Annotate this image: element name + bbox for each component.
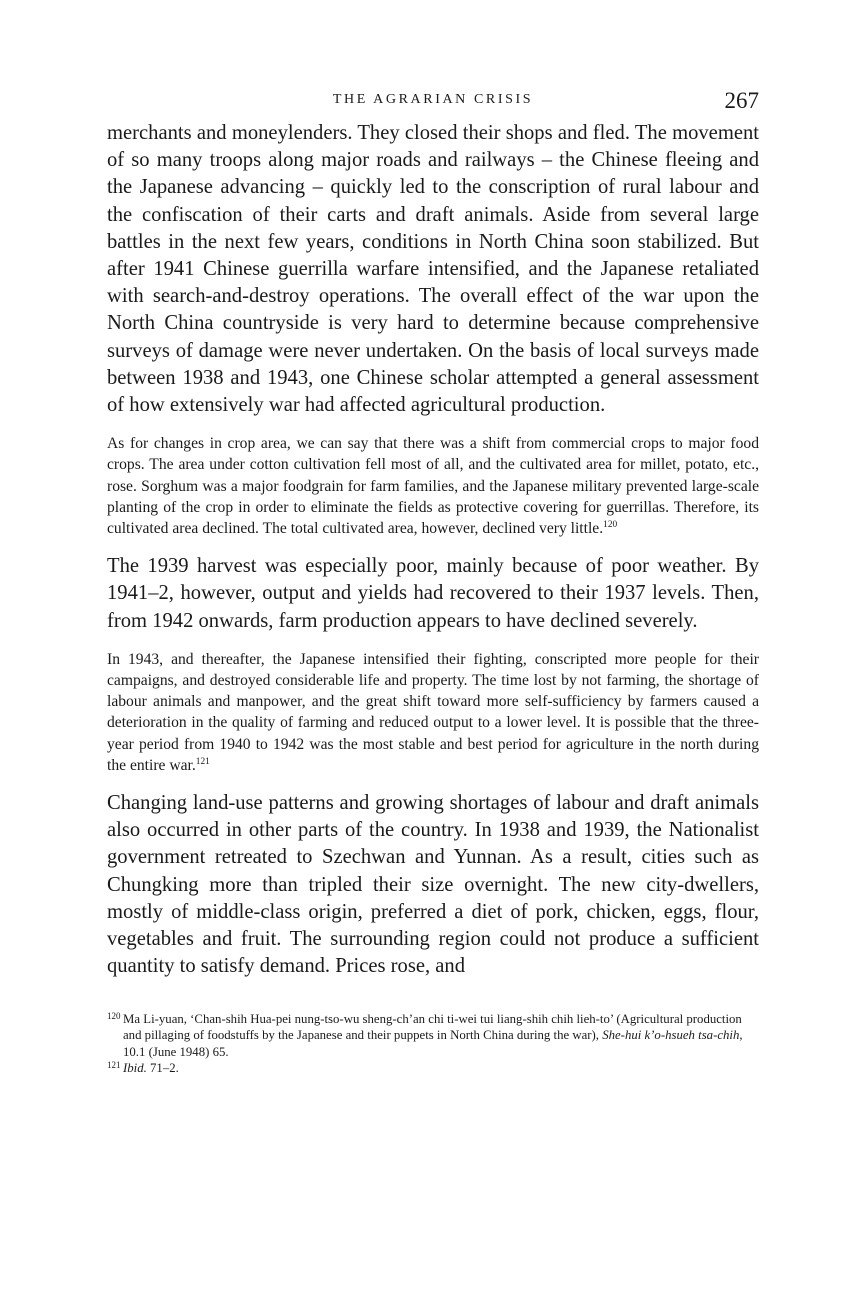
footnote-citation: 71–2. xyxy=(146,1061,179,1076)
body-paragraph-1: merchants and moneylenders. They closed their shops and fled. The movement of so many troops along major roads and railways – the Chinese fleeing and the Japanese advancing – quickly led to the conscription of rural labour and the confiscation of their carts and draft animals. Aside from several large battles in the next few years, conditions in North China soon stabilized. But after 1941 Chinese guerrilla warfare intensified, and the Japanese retaliated with search-and-destroy operations. The overall effect of the war upon the North China countryside is very hard to determine because comprehensive surveys of damage were never undertaken. On the basis of local surveys made between 1938 and 1943, one Chinese scholar attempted a general assessment of how extensively war had affected agricultural production. xyxy=(107,122,759,417)
footnote-ref-121: 121 xyxy=(195,756,210,767)
block-quote-1-text: As for changes in crop area, we can say that there was a shift from commercial crops to major food crops. The area under cotton cultivation fell most of all, and the cultivated area for millet, potato, etc., rose. Sorghum was a major foodgrain for farm families, and the Japanese military prevented large-scale planting of the crop in order to eliminate the fields as protective covering for guerrillas. Therefore, its cultivated area declined. The total cultivated area, however, declined very little. xyxy=(107,435,759,538)
block-quote-2-text: In 1943, and thereafter, the Japanese intensified their fighting, conscripted more people for their campaigns, and destroyed considerable life and property. The time lost by not farming, the shortage of labour animals and manpower, and the great shift toward more self-sufficiency by farmers caused a deterioration in the quality of farming and reduced output to a lower level. It is possible that the three-year period from 1940 to 1942 was the most stable and best period for agriculture in the north during the entire war. xyxy=(107,650,759,774)
footnote-citation: , 10.1 (June 1948) 65. xyxy=(123,1028,743,1059)
footnote-marker: 120 xyxy=(107,1010,121,1021)
footnote-ref-120: 120 xyxy=(603,519,618,530)
block-quote-2 xyxy=(107,649,759,776)
running-head xyxy=(107,88,759,118)
footnote-marker: 121 xyxy=(107,1060,121,1071)
footnote-120 xyxy=(107,1011,759,1061)
page-number: 267 xyxy=(724,88,759,113)
block-quote-1 xyxy=(107,433,759,539)
book-page xyxy=(107,88,759,1077)
footnote-text: Ma Li-yuan, ‘Chan-shih Hua-pei nung-tso-wu sheng-ch’an chi ti-wei tui liang-shih chih lieh-to’ (Agricultural production and pillaging of foodstuffs by the Japanese and their puppets in North China during the war), xyxy=(123,1011,742,1043)
running-title: THE AGRARIAN CRISIS xyxy=(332,92,534,107)
footnotes xyxy=(107,1011,759,1077)
footnote-ibid: Ibid. xyxy=(123,1061,147,1076)
body-paragraph-2: The 1939 harvest was especially poor, mainly because of poor weather. By 1941–2, however, output and yields had recovered to their 1937 levels. Then, from 1942 onwards, farm production appears to have declined severely. xyxy=(107,555,759,632)
body-paragraph-3: Changing land-use patterns and growing shortages of labour and draft animals also occurred in other parts of the country. In 1938 and 1939, the Nationalist government retreated to Szechwan and Yunnan. As a result, cities such as Chungking more than tripled their size overnight. The new city-dwellers, mostly of middle-class origin, preferred a diet of pork, chicken, eggs, flour, vegetables and fruit. The surrounding region could not produce a sufficient quantity to satisfy demand. Prices rose, and xyxy=(107,792,759,978)
footnote-121 xyxy=(107,1060,759,1077)
footnote-journal-title: She-hui k’o-hsueh tsa-chih xyxy=(602,1028,740,1043)
